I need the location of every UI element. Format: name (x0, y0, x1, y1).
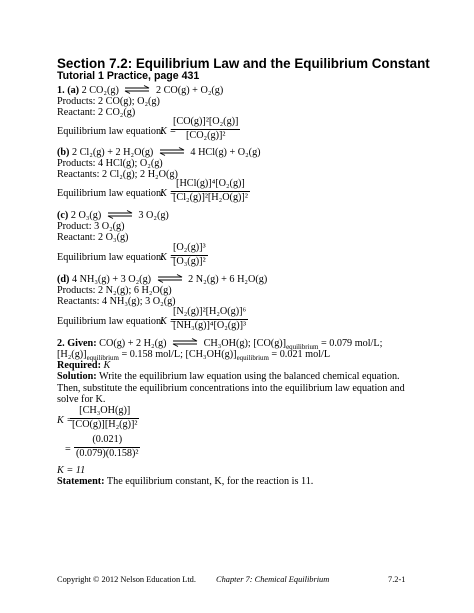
equilibrium-arrow-icon (107, 210, 133, 219)
fraction-numerator: [N₂(g)]²[H₂O(g)]⁶ (173, 306, 247, 317)
reaction-left: 2 Cl₂(g) + 2 H₂O(g) (72, 147, 154, 158)
co-concentration: = 0.079 mol/L; (320, 338, 383, 349)
reaction-left: 2 CO₂(g) (81, 85, 119, 96)
question-1c-reaction (57, 210, 169, 221)
reactants-text: Reactants: 4 NH₃(g); 3 O₂(g) (57, 296, 176, 307)
subscript-equilibrium: equilibrium (236, 355, 269, 363)
equilibrium-arrow-icon (124, 85, 150, 94)
footer-copyright: Copyright © 2012 Nelson Education Ltd. (57, 575, 196, 584)
statement-label: Statement: (57, 476, 105, 487)
footer-page-number: 7.2-1 (388, 575, 406, 584)
solution-label: Solution: (57, 371, 97, 382)
products-text: Product: 3 O₂(g) (57, 221, 125, 232)
fraction-substitution (74, 435, 140, 459)
fraction-denominator: [NH₃(g)]⁴[O₂(g)]³ (173, 319, 247, 331)
equilibrium-arrow-icon (157, 274, 183, 283)
subscript-equilibrium: equilibrium (86, 355, 119, 363)
equilibrium-arrow-icon (172, 338, 198, 347)
statement-text: The equilibrium constant, K, for the reaction is 11. (106, 476, 314, 487)
fraction-denominator: [CO(g)][H₂(g)]² (72, 418, 138, 430)
k-prefix: K = (160, 126, 177, 137)
reactants-text: Reactant: 2 CO₂(g) (57, 107, 136, 118)
equilibrium-law-label: Equilibrium law equation: (57, 316, 164, 327)
question-2-given (57, 338, 383, 352)
solution-line-1 (57, 372, 400, 382)
required-value: K (103, 360, 111, 371)
fraction-1c (171, 243, 208, 267)
fraction-denominator: [Cl₂(g)]²[H₂O(g)]² (173, 191, 248, 203)
k-prefix: K = (57, 415, 74, 426)
reaction-right: CH₃OH(g); [CO(g)] (203, 338, 287, 349)
required-line (57, 361, 110, 371)
fraction-denominator: [O₃(g)]² (173, 255, 206, 267)
equilibrium-law-label: Equilibrium law equation: (57, 252, 164, 263)
solution-text: Write the equilibrium law equation using the balanced chemical equation. (99, 371, 400, 382)
fraction-numerator: [CH₃OH(g)] (79, 405, 131, 416)
question-label: 2. Given: (57, 338, 97, 349)
reaction-right: 2 N₂(g) + 6 H₂O(g) (188, 274, 268, 285)
reaction-right: 3 O₂(g) (138, 210, 169, 221)
solution-line-2: Then, substitute the equilibrium concentrations into the equilibrium law equation and (57, 383, 405, 394)
reaction-right: 2 CO(g) + O₂(g) (155, 85, 224, 96)
statement-line (57, 477, 313, 487)
required-label: Required: (57, 360, 101, 371)
fraction-denominator: [CO₂(g)]² (171, 129, 240, 142)
ch3oh-concentration: = 0.021 mol/L (271, 349, 331, 360)
reaction-left: 4 NH₃(g) + 3 O₂(g) (72, 274, 152, 285)
products-text: Products: 4 HCl(g); O₂(g) (57, 158, 163, 169)
k-prefix: K = (160, 252, 177, 263)
reactants-text: Reactants: 2 Cl₂(g); 2 H₂O(g) (57, 169, 178, 180)
products-text: Products: 2 N₂(g); 6 H₂O(g) (57, 285, 172, 296)
given-concentrations (57, 349, 331, 363)
equilibrium-arrow-icon (159, 147, 185, 156)
fraction-numerator: [HCl(g)]⁴[O₂(g)] (176, 178, 245, 189)
equals-sign: = (65, 444, 71, 455)
question-1a-reaction (57, 85, 223, 96)
footer-chapter: Chapter 7: Chemical Equilibrium (216, 575, 330, 584)
page-subtitle: Tutorial 1 Practice, page 431 (57, 70, 200, 82)
fraction-1d (171, 307, 248, 331)
question-label: (d) (57, 274, 70, 285)
question-1b-reaction (57, 147, 261, 158)
reactants-text: Reactant: 2 O₃(g) (57, 232, 129, 243)
fraction-numerator: [O₂(g)]³ (173, 242, 206, 253)
fraction-calc (70, 406, 139, 430)
equilibrium-law-label: Equilibrium law equation: (57, 126, 164, 137)
question-1d-reaction (57, 274, 267, 285)
question-label: (c) (57, 210, 69, 221)
fraction-1b (171, 179, 250, 203)
h2-concentration: = 0.158 mol/L; [CH₃OH(g)] (121, 349, 237, 360)
k-prefix: K = (160, 188, 177, 199)
page-title: Section 7.2: Equilibrium Law and the Equilibrium Constant (57, 56, 430, 71)
fraction-numerator: (0.021) (92, 434, 123, 445)
subscript-equilibrium: equilibrium (286, 344, 319, 352)
equilibrium-law-label: Equilibrium law equation: (57, 188, 164, 199)
h2-label: [H₂(g)] (57, 349, 87, 360)
products-text: Products: 2 CO(g); O₂(g) (57, 96, 160, 107)
solution-line-3: solve for K. (57, 394, 106, 405)
k-result: K = 11 (57, 465, 86, 476)
question-label: 1. (a) (57, 85, 80, 96)
reaction-right: 4 HCl(g) + O₂(g) (190, 147, 261, 158)
reaction-left: CO(g) + 2 H₂(g) (99, 338, 167, 349)
k-prefix: K = (160, 316, 177, 327)
question-label: (b) (57, 147, 70, 158)
fraction-numerator: [CO(g)]²[O₂(g)] (173, 116, 239, 127)
reaction-left: 2 O₃(g) (70, 210, 102, 221)
fraction-1a (171, 117, 240, 141)
fraction-denominator: (0.079)(0.158)² (76, 447, 139, 459)
